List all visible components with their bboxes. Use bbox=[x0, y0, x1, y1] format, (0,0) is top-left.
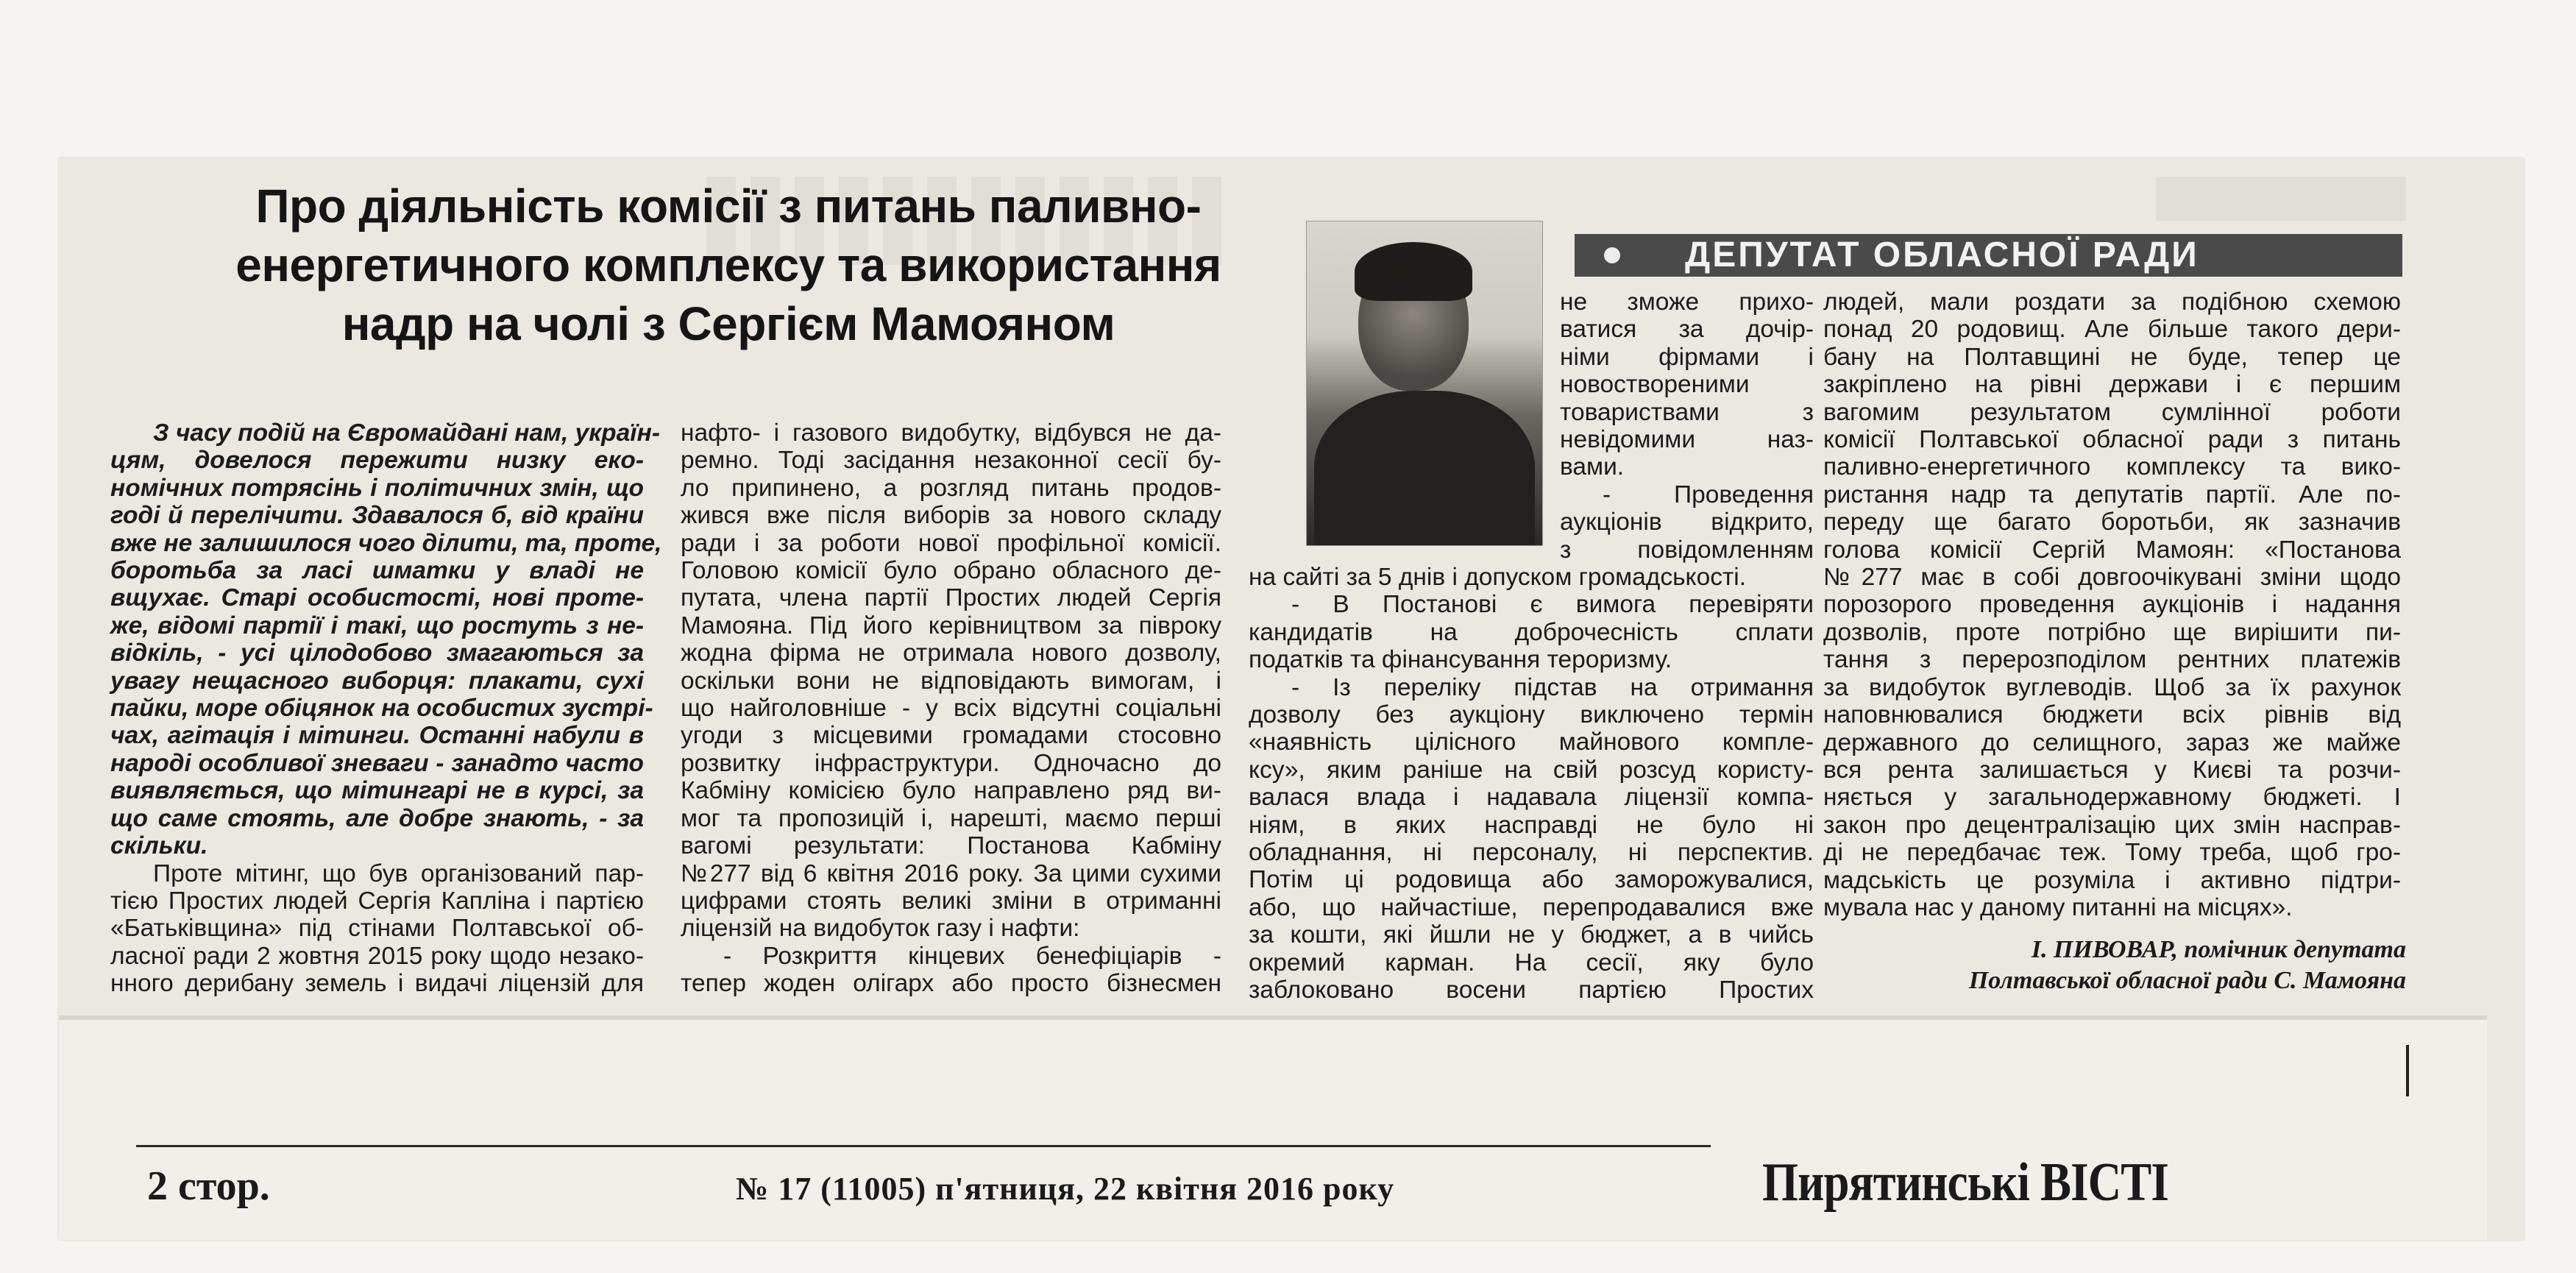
text-line: боротьба за ласі шматки у владі не bbox=[110, 557, 644, 585]
text-line: що саме стоять, але добре знають, - за bbox=[110, 804, 644, 832]
text-line: же, відомі партії і такі, що ростуть з не- bbox=[110, 611, 644, 639]
text-line: жився вже після виборів за нового складу bbox=[681, 502, 1221, 530]
text-line: виявляється, що мітингарі не в курсі, за bbox=[110, 777, 644, 805]
text-line: за кошти, які йшли не у бюджет, а в чийсь bbox=[1249, 921, 1814, 949]
text-line: державного до селищного, зараз же майже bbox=[1823, 728, 2401, 756]
article-column-4 bbox=[1823, 288, 2401, 921]
text-line: З часу подій на Євромайдані нам, україн- bbox=[153, 419, 660, 447]
text-line: наповнювалися бюджети всіх рівнів від bbox=[1823, 701, 2401, 729]
text-line: податків та фінансування тероризму. bbox=[1249, 646, 1672, 674]
text-line: тепер жоден олігарх або просто бізнесмен bbox=[681, 970, 1221, 998]
footer-rule bbox=[136, 1145, 1711, 1147]
headline-line: Про діяльність комісії з питань паливно- bbox=[255, 180, 1202, 233]
clipping-fold-line bbox=[59, 1015, 2487, 1020]
text-line: не зможе прихо- bbox=[1560, 288, 1814, 316]
text-line: - Проведення bbox=[1603, 481, 1814, 508]
text-line: або, що найчастіше, перепродавалися вже bbox=[1249, 893, 1814, 921]
text-line: товариствами з bbox=[1560, 398, 1814, 426]
article-column-3-top bbox=[1560, 288, 1814, 564]
text-line: мадськість це розуміла і активно підтри- bbox=[1823, 866, 2401, 894]
text-line: заблоковано восени партією Простих bbox=[1249, 976, 1814, 1004]
text-line: ватися за дочір- bbox=[1560, 316, 1814, 344]
text-line: «наявність цілісного майнового компле- bbox=[1249, 728, 1814, 756]
text-line: бану на Полтавщині не буде, тепер це bbox=[1823, 343, 2401, 371]
rubric-banner bbox=[1575, 234, 2402, 277]
text-line: невідомими наз- bbox=[1560, 426, 1814, 454]
article-column-3 bbox=[1249, 564, 1814, 1004]
text-line: валася влада і надавала ліцензії компа- bbox=[1249, 784, 1814, 812]
text-line: угоди з місцевими громадами стосовно bbox=[681, 722, 1221, 750]
signature-position: Полтавської обласної ради С. Мамояна bbox=[1968, 967, 2406, 994]
text-line: годі й перелічити. Здавалося б, від країни bbox=[110, 502, 644, 530]
edge-mark bbox=[2406, 1045, 2409, 1096]
article-signature bbox=[1832, 935, 2406, 996]
text-line: що найголовніше - у всіх відсутні соціальні bbox=[681, 695, 1221, 723]
text-line: вагомі результати: Постанова Кабміну bbox=[681, 832, 1221, 860]
text-line: мувала нас у даному питанні на місцях». bbox=[1823, 893, 2293, 921]
text-line: понад 20 родовищ. Але більше такого дери- bbox=[1823, 316, 2401, 344]
text-line: Потім ці родовища або заморожувалися, bbox=[1249, 866, 1814, 894]
text-line: закон про децентралізацію цих змін насправ- bbox=[1823, 811, 2401, 839]
text-line: ремно. Тоді засідання незаконної сесії бу- bbox=[681, 447, 1221, 475]
text-line: голова комісії Сергій Мамоян: «Постанова bbox=[1823, 536, 2401, 564]
text-line: вагомим результатом сумлінної роботи bbox=[1823, 398, 2401, 426]
text-line: Мамояна. Під його керівництвом за півроку bbox=[681, 611, 1221, 639]
text-line: увагу нещасного виборця: плакати, сухі bbox=[110, 667, 644, 695]
text-line: закріплено на рівні держави і є першим bbox=[1823, 371, 2401, 399]
text-line: Головою комісії було обрано обласного де- bbox=[681, 557, 1221, 585]
text-line: вщухає. Старі особистості, нові проте- bbox=[110, 584, 644, 612]
text-line: вже не залишилося чого ділити, та, проте, bbox=[110, 529, 662, 557]
text-line: няється у загальнодержавному бюджеті. І bbox=[1823, 784, 2401, 812]
text-line: номічних потрясінь і політичних змін, що bbox=[110, 474, 644, 502]
text-line: відкіль, - усі цілодобово змагаються за bbox=[110, 639, 644, 667]
text-line: ксу», яким раніше на свій розсуд користу- bbox=[1249, 756, 1814, 784]
text-line: обладнання, ні персоналу, ні перспектив. bbox=[1249, 839, 1814, 867]
text-line: тання з перерозподілом рентних платежів bbox=[1823, 646, 2401, 674]
text-line: ніям, в яких насправді не було ні bbox=[1249, 811, 1814, 839]
issue-date: № 17 (11005) п'ятниця, 22 квітня 2016 року bbox=[736, 1171, 1395, 1207]
photo-hair bbox=[1355, 242, 1472, 301]
article-column-2 bbox=[681, 419, 1221, 998]
text-line: жодна фірма не отримала нового дозволу, bbox=[681, 639, 1221, 667]
text-line: розвитку інфраструктури. Одночасно до bbox=[681, 749, 1221, 777]
text-line: народі особливої зневаги - занадто часто bbox=[110, 749, 644, 777]
text-line: аукціонів відкрито, bbox=[1560, 508, 1814, 536]
newspaper-masthead: Пирятинські ВІСТІ bbox=[1762, 1152, 2169, 1213]
text-line: німи фірмами і bbox=[1560, 343, 1814, 371]
text-line: №277 від 6 квітня 2016 року. За цими сухими bbox=[681, 859, 1221, 887]
bleed-through-right bbox=[2156, 177, 2406, 221]
text-line: тією Простих людей Сергія Капліна і партією bbox=[110, 887, 644, 915]
text-line: пайки, море обіцянок на особистих зустрі- bbox=[110, 695, 653, 723]
text-line: переду ще багато боротьби, як зазначив bbox=[1823, 508, 2401, 536]
text-line: ло припинено, а розгляд питань продов- bbox=[681, 474, 1221, 502]
page-number: 2 стор. bbox=[147, 1163, 270, 1209]
text-line: - Розкриття кінцевих бенефіціарів - bbox=[723, 942, 1221, 970]
text-line: «Батьківщина» під стінами Полтавської об- bbox=[110, 915, 644, 943]
text-line: ристання надр та депутатів партії. Але по- bbox=[1823, 481, 2401, 508]
text-line: новоствореними bbox=[1560, 371, 1750, 399]
text-line: кандидатів на доброчесність сплати bbox=[1249, 618, 1814, 646]
article-headline bbox=[96, 177, 1361, 353]
text-line: на сайті за 5 днів і допуском громадськості. bbox=[1249, 564, 1747, 591]
text-line: путата, члена партії Простих людей Сергія bbox=[681, 584, 1221, 612]
text-line: мог та пропозицій і, нарешті, маємо перші bbox=[681, 804, 1221, 832]
text-line: дозволів, проте потрібно ще вирішити пи- bbox=[1823, 618, 2401, 646]
text-line: дозволу без аукціону виключено термін bbox=[1249, 701, 1814, 729]
text-line: - В Постанові є вимога перевіряти bbox=[1291, 591, 1814, 619]
text-line: за видобуток вуглеводів. Щоб за їх рахунок bbox=[1823, 673, 2401, 701]
text-line: нафто- і газового видобутку, відбувся не да- bbox=[681, 419, 1221, 447]
text-line: окремий карман. На сесії, яку було bbox=[1249, 948, 1814, 976]
text-line: скільки. bbox=[110, 832, 208, 860]
text-line: Проте мітинг, що був організований пар- bbox=[153, 859, 644, 887]
bullet-icon bbox=[1604, 247, 1620, 263]
text-line: №277 має в собі довгоочікувані зміни щодо bbox=[1823, 564, 2401, 592]
deputy-photo bbox=[1306, 221, 1543, 546]
text-line: паливно-енергетичного комплексу та вико- bbox=[1823, 453, 2401, 481]
text-line: чах, агітація і мітинги. Останні набули в bbox=[110, 722, 644, 750]
text-line: - Із переліку підстав на отримання bbox=[1291, 673, 1814, 701]
text-line: Кабміну комісією було направлено ряд ви- bbox=[681, 777, 1221, 805]
text-line: ласної ради 2 жовтня 2015 року щодо незако- bbox=[110, 942, 644, 970]
headline-line: енергетичного комплексу та використання bbox=[235, 238, 1221, 291]
text-line: комісії Полтавської обласної ради з питань bbox=[1823, 426, 2401, 454]
text-line: ліцензій на видобуток газу і нафти: bbox=[681, 915, 1080, 943]
text-line: цифрами стоять великі зміни в отриманні bbox=[681, 887, 1221, 915]
text-line: ради і за роботи нової профільної комісії. bbox=[681, 529, 1221, 557]
signature-author: І. ПИВОВАР, помічник депутата bbox=[2031, 936, 2406, 963]
text-line: людей, мали роздати за подібною схемою bbox=[1823, 288, 2401, 316]
text-line: нного дерибану земель і видачі ліцензій для bbox=[110, 970, 644, 998]
text-line: вами. bbox=[1560, 453, 1625, 481]
text-line: вся рента залишається у Києві та розчи- bbox=[1823, 756, 2401, 784]
text-line: порозорого проведення аукціонів і надання bbox=[1823, 591, 2401, 619]
text-line: ді не передбачає теж. Тому треба, щоб гро- bbox=[1823, 839, 2401, 867]
photo-shoulders bbox=[1314, 391, 1535, 546]
text-line: цям, довелося пережити низку еко- bbox=[110, 447, 644, 475]
article-column-1 bbox=[110, 419, 662, 998]
text-line: оскільки вони не відповідають вимогам, і bbox=[681, 667, 1221, 695]
rubric-label: ДЕПУТАТ ОБЛАСНОЇ РАДИ bbox=[1685, 235, 2199, 274]
text-line: з повідомленням bbox=[1560, 536, 1814, 564]
headline-line: надр на чолі з Сергієм Мамояном bbox=[341, 297, 1115, 350]
